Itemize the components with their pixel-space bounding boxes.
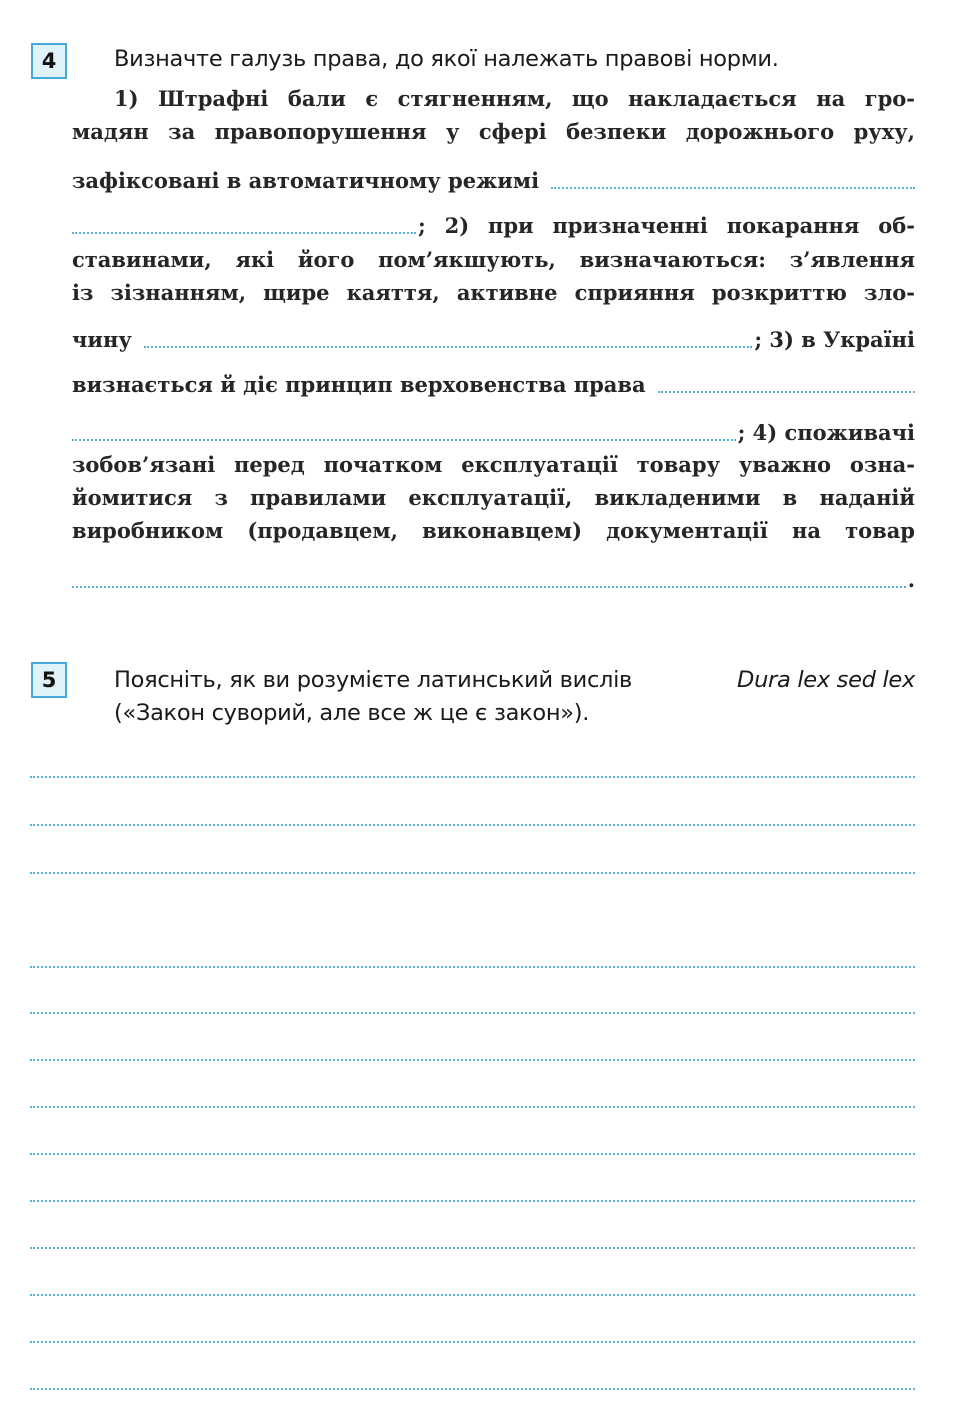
task-4-line-9 xyxy=(72,420,915,445)
task-4-line-4 xyxy=(72,213,915,238)
task-4-text-line-7a: чину xyxy=(72,327,132,352)
task-4-text-line-9: ; 4) споживачі xyxy=(737,420,915,445)
answer-line[interactable] xyxy=(30,1247,915,1249)
task-5-prompt-start: Поясніть, як ви розумієте латинський вислів xyxy=(114,667,633,693)
answer-blank-2[interactable] xyxy=(144,346,753,348)
task-4-line-3 xyxy=(72,168,915,193)
answer-line[interactable] xyxy=(30,872,915,874)
answer-blank-4[interactable] xyxy=(72,586,906,588)
answer-line[interactable] xyxy=(30,1012,915,1014)
task-4-line-7 xyxy=(72,327,915,352)
answer-line[interactable] xyxy=(30,1153,915,1155)
answer-blank-1[interactable] xyxy=(551,187,915,189)
answer-blank-3[interactable] xyxy=(658,391,915,393)
answer-line[interactable] xyxy=(30,1106,915,1108)
task-4-text-line-4: ; 2) при призначенні покарання об- xyxy=(418,213,915,238)
task-4-text-line-5: ставинами, які його пом’якшують, визначаються: з’явлення xyxy=(72,247,915,272)
task-5-number-badge: 5 xyxy=(31,662,67,698)
answer-line[interactable] xyxy=(30,1341,915,1343)
task-4-text-line-8: визнається й діє принцип верховенства права xyxy=(72,372,646,397)
task-5-prompt-line-1 xyxy=(114,667,915,693)
task-4-text-line-2: мадян за правопорушення у сфері безпеки дорожнього руху, xyxy=(72,119,915,144)
answer-line[interactable] xyxy=(30,1294,915,1296)
task-4-line-8 xyxy=(72,372,915,397)
answer-line[interactable] xyxy=(30,824,915,826)
task-4-text-line-10: зобов’язані перед початком експлуатації товару уважно озна- xyxy=(72,452,915,477)
answer-blank-3-continued[interactable] xyxy=(72,439,736,441)
task-5-prompt-line-2: («Закон суворий, але все ж це є закон»). xyxy=(114,700,590,726)
task-4-line-13 xyxy=(72,567,915,592)
task-4-text-line-6: із зізнанням, щире каяття, активне сприяння розкриттю зло- xyxy=(72,280,915,305)
task-4-number-badge: 4 xyxy=(31,43,67,79)
task-4-text-line-7b: ; 3) в Україні xyxy=(754,327,915,352)
answer-line[interactable] xyxy=(30,1059,915,1061)
answer-line[interactable] xyxy=(30,1388,915,1390)
task-4-text-line-13: . xyxy=(907,567,915,592)
task-4-text-line-3: зафіксовані в автоматичному режимі xyxy=(72,168,540,193)
task-4-text-line-1: 1) Штрафні бали є стягненням, що накладається на гро- xyxy=(114,86,915,111)
task-4-prompt: Визначте галузь права, до якої належать правові норми. xyxy=(114,46,779,72)
answer-blank-1-continued[interactable] xyxy=(72,232,416,234)
answer-line[interactable] xyxy=(30,1200,915,1202)
answer-line[interactable] xyxy=(30,776,915,778)
task-4-text-line-11: йомитися з правилами експлуатації, викладеними в наданій xyxy=(72,485,915,510)
answer-line[interactable] xyxy=(30,966,915,968)
task-5-latin-phrase: Dura lex sed lex xyxy=(737,667,915,693)
task-4-text-line-12: виробником (продавцем, виконавцем) документації на товар xyxy=(72,518,915,543)
